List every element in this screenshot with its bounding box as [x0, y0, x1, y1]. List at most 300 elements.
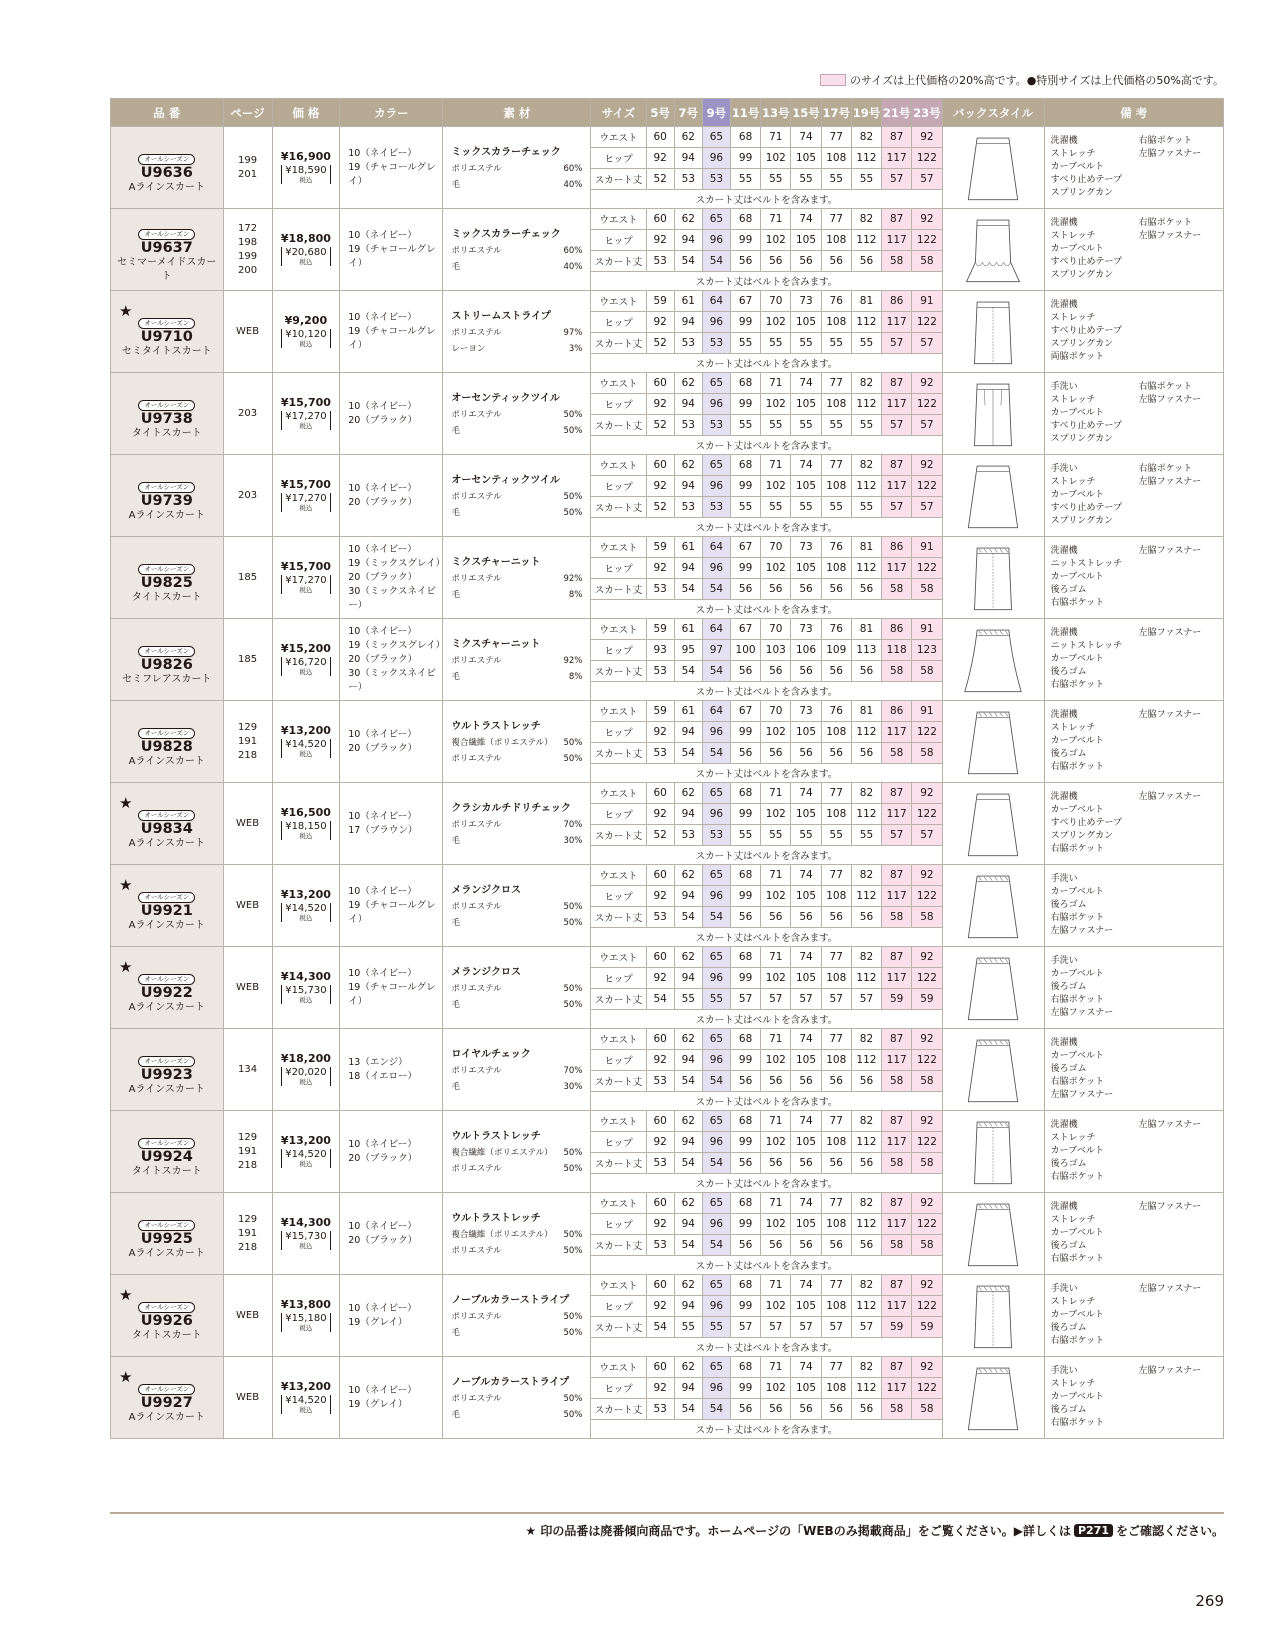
size-value: 56	[761, 1071, 791, 1092]
size-value: 77	[821, 1193, 851, 1214]
size-value: 92	[646, 1214, 674, 1235]
size-value: 117	[882, 804, 912, 825]
page-ref: WEB	[235, 325, 260, 337]
size-value: 60	[646, 1357, 674, 1378]
size-value: 52	[646, 497, 674, 518]
page-ref: 203	[237, 407, 258, 419]
material-part	[451, 1227, 582, 1243]
size-value: 86	[882, 291, 912, 312]
size-value: 81	[851, 291, 881, 312]
size-row	[111, 291, 1224, 312]
size-value: 53	[646, 1153, 674, 1174]
season-badge: オールシーズン	[138, 564, 195, 575]
tax-label: 税込	[299, 750, 313, 758]
page-ref: 201	[237, 168, 258, 180]
hinban-cell	[111, 783, 224, 865]
discontinued-star	[113, 469, 221, 481]
size-value: 105	[791, 1296, 821, 1317]
header-size-5: 5号	[646, 99, 674, 127]
size-value: 92	[912, 373, 942, 394]
remarks-grid	[1051, 463, 1217, 528]
page-ref: 198	[237, 236, 258, 248]
size-value: 57	[882, 333, 912, 354]
tax-price	[281, 821, 330, 840]
fiber-name: 毛	[451, 917, 460, 928]
hinban-cell	[111, 1111, 224, 1193]
size-value: 112	[851, 148, 881, 169]
size-value: 53	[646, 579, 674, 600]
belt-note: スカート丈はベルトを含みます。	[591, 354, 942, 373]
size-value: 56	[761, 1153, 791, 1174]
remark-item: カーブベルト	[1050, 1228, 1104, 1238]
size-value: 113	[851, 640, 881, 661]
size-value: 52	[646, 825, 674, 846]
remarks-right	[1139, 1201, 1217, 1266]
remark-item: 手洗い	[1050, 874, 1078, 884]
size-value: 56	[821, 907, 851, 928]
remark-item: 後ろゴム	[1050, 749, 1087, 759]
remark-item: 右脇ポケット	[1050, 1172, 1105, 1182]
remarks-left	[1051, 1201, 1139, 1266]
fiber-name: ポリエステル	[451, 409, 502, 420]
size-row-label: ヒップ	[591, 558, 646, 579]
retail-price: ¥13,200	[280, 1380, 331, 1393]
size-row-label: スカート丈	[591, 251, 646, 272]
size-value: 57	[912, 825, 942, 846]
remark-item: ストレッチ	[1050, 395, 1096, 405]
size-value: 56	[791, 251, 821, 272]
remarks-left	[1051, 135, 1139, 200]
season-badge: オールシーズン	[138, 646, 195, 657]
size-row-label: ウエスト	[591, 1193, 646, 1214]
size-value: 56	[761, 251, 791, 272]
fiber-percent: 50%	[563, 409, 583, 420]
tax-price-value: ¥18,150	[285, 821, 327, 832]
remarks-right	[1139, 873, 1217, 938]
size-value: 54	[646, 989, 674, 1010]
size-value: 54	[674, 743, 702, 764]
remark-item: ストレッチ	[1050, 1215, 1096, 1225]
size-value: 94	[674, 1214, 702, 1235]
size-value: 54	[702, 1399, 730, 1420]
size-value: 55	[821, 415, 851, 436]
size-value: 56	[821, 1153, 851, 1174]
remarks-right	[1139, 709, 1217, 774]
remark-item: すべり止めテープ	[1050, 326, 1122, 336]
color-option: 19（チャコールグレイ）	[348, 161, 436, 187]
belt-note: スカート丈はベルトを含みます。	[591, 1092, 942, 1111]
size-value: 105	[791, 394, 821, 415]
tax-price	[281, 493, 330, 512]
price-cell	[272, 1029, 340, 1111]
footnote-text-end: をご確認ください。	[1115, 1524, 1224, 1538]
hinban-cell	[111, 1193, 224, 1275]
hinban-cell	[111, 455, 224, 537]
size-value: 65	[702, 1357, 730, 1378]
tax-price	[281, 329, 330, 348]
size-value: 57	[912, 497, 942, 518]
fiber-percent: 30%	[563, 1081, 583, 1092]
hinban-cell	[111, 291, 224, 373]
color-option: 20（ブラック）	[348, 742, 418, 754]
size-row	[111, 127, 1224, 148]
size-value: 105	[791, 558, 821, 579]
material-part	[451, 1309, 582, 1325]
remark-item: すべり止めテープ	[1050, 421, 1122, 431]
size-value: 65	[702, 1111, 730, 1132]
remark-item: すべり止めテープ	[1050, 257, 1122, 267]
size-value: 55	[761, 169, 791, 190]
size-row-label: ウエスト	[591, 291, 646, 312]
size-row-label: スカート丈	[591, 1317, 646, 1338]
size-value: 68	[730, 1357, 760, 1378]
fiber-percent: 92%	[563, 655, 583, 666]
material-cell	[443, 947, 591, 1029]
size-value: 92	[912, 1357, 942, 1378]
product-code: U9927	[140, 1394, 193, 1411]
size-value: 122	[912, 722, 942, 743]
size-value: 58	[912, 579, 942, 600]
remark-item: 洗濯機	[1050, 1202, 1078, 1212]
page-ref: 191	[237, 735, 258, 747]
size-value: 60	[646, 455, 674, 476]
skirt-back-icon	[955, 213, 1031, 287]
size-value: 122	[912, 886, 942, 907]
discontinued-star: ★	[119, 793, 133, 812]
size-value: 53	[674, 497, 702, 518]
page-cell	[223, 209, 272, 291]
size-value: 56	[851, 1235, 881, 1256]
size-value: 96	[702, 804, 730, 825]
material-part	[451, 259, 582, 275]
size-value: 58	[882, 579, 912, 600]
color-cell	[340, 619, 446, 701]
size-row-label: ウエスト	[591, 127, 646, 148]
size-value: 56	[761, 661, 791, 682]
size-value: 65	[702, 1193, 730, 1214]
retail-price: ¥18,200	[280, 1052, 331, 1065]
size-value: 87	[882, 127, 912, 148]
size-row-label: ヒップ	[591, 312, 646, 333]
size-value: 99	[730, 1378, 760, 1399]
size-value: 112	[851, 394, 881, 415]
size-value: 92	[646, 1050, 674, 1071]
remarks-right	[1139, 381, 1217, 446]
fiber-name: 毛	[451, 425, 460, 436]
size-value: 108	[821, 1132, 851, 1153]
size-value: 56	[730, 251, 760, 272]
product-type: セミフレアスカート	[122, 673, 212, 685]
fiber-name: 毛	[451, 1081, 460, 1092]
material-part	[451, 1161, 582, 1177]
size-value: 77	[821, 373, 851, 394]
header-color: カラー	[340, 99, 443, 127]
price-cell	[272, 1357, 340, 1439]
material-cell	[443, 1111, 591, 1193]
size-value: 99	[730, 558, 760, 579]
size-price-note-text: のサイズは上代価格の20%高です。●特別サイズは上代価格の50%高です。	[850, 74, 1224, 87]
size-value: 122	[912, 148, 942, 169]
product-type: セミタイトスカート	[121, 345, 212, 357]
size-value: 74	[791, 127, 821, 148]
product-code: U9924	[140, 1148, 193, 1165]
size-row	[111, 373, 1224, 394]
size-value: 96	[702, 1378, 730, 1399]
size-value: 92	[646, 394, 674, 415]
page-ref: 185	[237, 571, 258, 583]
remark-item: 洗濯機	[1050, 1038, 1078, 1048]
size-value: 59	[646, 291, 674, 312]
remarks-cell	[1044, 127, 1223, 209]
fiber-percent: 50%	[563, 1245, 583, 1256]
back-style-cell	[942, 1029, 1044, 1111]
header-page: ページ	[223, 99, 272, 127]
size-value: 102	[761, 312, 791, 333]
remark-item: 後ろゴム	[1050, 1241, 1087, 1251]
size-value: 86	[882, 701, 912, 722]
size-value: 82	[851, 865, 881, 886]
size-value: 56	[791, 1153, 821, 1174]
size-value: 62	[674, 209, 702, 230]
product-code: U9834	[140, 820, 193, 837]
size-value: 62	[674, 1029, 702, 1050]
size-value: 59	[646, 701, 674, 722]
skirt-back-icon	[955, 1361, 1031, 1435]
size-value: 108	[821, 1050, 851, 1071]
size-value: 92	[646, 968, 674, 989]
remarks-grid	[1051, 299, 1217, 364]
size-value: 108	[821, 558, 851, 579]
remark-item: 後ろゴム	[1050, 982, 1087, 992]
material-name: クラシカルチドリチェック	[451, 802, 571, 814]
material-name: ノーブルカラーストライプ	[451, 1376, 570, 1388]
size-row	[111, 701, 1224, 722]
remark-item: 右脇ポケット	[1050, 1254, 1105, 1264]
back-style-cell	[942, 783, 1044, 865]
back-style-cell	[942, 701, 1044, 783]
season-badge: オールシーズン	[138, 229, 195, 240]
remarks-grid	[1051, 709, 1217, 774]
size-value: 54	[674, 579, 702, 600]
page-ref: 129	[237, 1131, 258, 1143]
size-value: 71	[761, 1193, 791, 1214]
size-value: 77	[821, 127, 851, 148]
size-row-label: スカート丈	[591, 579, 646, 600]
season-badge: オールシーズン	[138, 400, 195, 411]
size-value: 96	[702, 476, 730, 497]
size-value: 92	[646, 312, 674, 333]
skirt-size-table	[110, 98, 1224, 1439]
size-value: 56	[821, 743, 851, 764]
retail-price: ¥16,500	[280, 806, 331, 819]
material-name: ウルトラストレッチ	[451, 1130, 541, 1142]
remark-item: 左脇ファスナー	[1138, 628, 1202, 638]
size-value: 68	[730, 127, 760, 148]
size-value: 57	[761, 989, 791, 1010]
season-badge: オールシーズン	[138, 154, 195, 165]
fiber-name: ポリエステル	[451, 1163, 502, 1174]
page-ref-tag[interactable]: P271	[1074, 1524, 1113, 1537]
material-part	[451, 669, 582, 685]
size-value: 82	[851, 1275, 881, 1296]
remark-item: 右脇ポケット	[1050, 995, 1105, 1005]
size-value: 56	[791, 743, 821, 764]
header-size-7: 7号	[674, 99, 702, 127]
size-value: 92	[646, 230, 674, 251]
size-value: 74	[791, 209, 821, 230]
belt-note: スカート丈はベルトを含みます。	[591, 1338, 942, 1357]
remark-item: 右脇ポケット	[1138, 464, 1193, 474]
header-size-9: 9号	[702, 99, 730, 127]
fiber-percent: 50%	[563, 1327, 583, 1338]
price-cell	[272, 209, 340, 291]
remark-item: カーブベルト	[1050, 969, 1104, 979]
color-option: 10（ネイビー）	[348, 728, 417, 740]
remark-item: カーブベルト	[1050, 162, 1104, 172]
material-part	[451, 423, 582, 439]
back-style-cell	[942, 1357, 1044, 1439]
back-style-cell	[942, 1111, 1044, 1193]
fiber-name: 毛	[451, 1409, 460, 1420]
header-remarks: 備 考	[1044, 99, 1223, 127]
size-value: 92	[912, 865, 942, 886]
size-row-label: ウエスト	[591, 1111, 646, 1132]
size-value: 92	[646, 148, 674, 169]
page-ref: 191	[237, 1227, 258, 1239]
size-value: 58	[912, 743, 942, 764]
remark-item: すべり止めテープ	[1050, 818, 1122, 828]
product-type: Aラインスカート	[128, 837, 205, 849]
size-value: 61	[674, 701, 702, 722]
product-type: Aラインスカート	[128, 1083, 205, 1095]
fiber-percent: 50%	[563, 1311, 583, 1322]
tax-price	[281, 411, 330, 430]
remarks-cell	[1044, 537, 1223, 619]
size-value: 55	[730, 825, 760, 846]
size-value: 102	[761, 476, 791, 497]
back-style-cell	[942, 865, 1044, 947]
belt-note: スカート丈はベルトを含みます。	[591, 1420, 942, 1439]
tax-price-value: ¥14,520	[285, 903, 327, 914]
size-value: 62	[674, 127, 702, 148]
page-ref: WEB	[235, 1391, 260, 1403]
remark-item: 左脇ファスナー	[1138, 395, 1202, 405]
size-value: 96	[702, 1132, 730, 1153]
size-value: 56	[821, 661, 851, 682]
size-value: 56	[821, 251, 851, 272]
product-type: Aラインスカート	[128, 1247, 205, 1259]
size-value: 105	[791, 1378, 821, 1399]
size-value: 87	[882, 1357, 912, 1378]
size-value: 108	[821, 804, 851, 825]
size-value: 57	[851, 1317, 881, 1338]
material-part	[451, 1079, 582, 1095]
tax-price-value: ¥17,270	[285, 493, 327, 504]
back-style-cell	[942, 127, 1044, 209]
skirt-back-icon	[955, 705, 1031, 779]
fiber-percent: 30%	[563, 835, 583, 846]
size-value: 67	[730, 619, 760, 640]
size-value: 82	[851, 947, 881, 968]
color-option: 20（ブラック）	[348, 1152, 418, 1164]
discontinued-star	[113, 551, 221, 563]
size-value: 122	[912, 1296, 942, 1317]
remark-item: 左脇ファスナー	[1138, 792, 1202, 802]
fiber-percent: 50%	[563, 1229, 583, 1240]
color-option: 10（ネイビー）	[348, 229, 417, 241]
discontinued-star	[113, 1043, 221, 1055]
size-value: 58	[882, 1235, 912, 1256]
material-name: ウルトラストレッチ	[451, 720, 541, 732]
size-value: 55	[730, 497, 760, 518]
tax-price-value: ¥20,020	[285, 1067, 327, 1078]
remark-item: 手洗い	[1050, 956, 1078, 966]
product-code: U9925	[140, 1230, 193, 1247]
size-value: 92	[646, 558, 674, 579]
size-value: 102	[761, 722, 791, 743]
material-part	[451, 571, 582, 587]
size-value: 102	[761, 886, 791, 907]
size-value: 105	[791, 722, 821, 743]
material-part	[451, 587, 582, 603]
size-value: 71	[761, 209, 791, 230]
page-cell	[223, 373, 272, 455]
size-value: 56	[821, 579, 851, 600]
size-value: 52	[646, 333, 674, 354]
size-value: 56	[821, 1071, 851, 1092]
size-value: 77	[821, 1275, 851, 1296]
tax-price-value: ¥14,520	[285, 739, 327, 750]
size-value: 57	[730, 1317, 760, 1338]
size-value: 105	[791, 886, 821, 907]
material-cell	[443, 127, 591, 209]
size-value: 92	[646, 476, 674, 497]
size-value: 65	[702, 455, 730, 476]
size-value: 99	[730, 230, 760, 251]
size-value: 117	[882, 722, 912, 743]
size-value: 108	[821, 1214, 851, 1235]
size-row-label: ウエスト	[591, 783, 646, 804]
remarks-left	[1051, 1283, 1139, 1348]
remark-item: ストレッチ	[1050, 149, 1096, 159]
tax-label: 税込	[299, 176, 313, 184]
page-ref: 203	[237, 489, 258, 501]
size-value: 56	[851, 661, 881, 682]
color-option: 10（ネイビー）	[348, 1302, 417, 1314]
material-part	[451, 489, 582, 505]
fiber-name: ポリエステル	[451, 1065, 502, 1076]
size-value: 86	[882, 619, 912, 640]
size-value: 60	[646, 1111, 674, 1132]
retail-price: ¥15,700	[280, 478, 331, 491]
remark-item: 後ろゴム	[1050, 585, 1087, 595]
size-value: 56	[761, 1235, 791, 1256]
remark-item: 右脇ポケット	[1050, 844, 1105, 854]
size-value: 58	[912, 251, 942, 272]
product-code: U9739	[140, 492, 193, 509]
tax-label: 税込	[299, 422, 313, 430]
material-part	[451, 833, 582, 849]
size-value: 87	[882, 865, 912, 886]
remark-item: 両脇ポケット	[1050, 352, 1105, 362]
size-value: 76	[821, 701, 851, 722]
fiber-percent: 40%	[563, 261, 583, 272]
belt-note: スカート丈はベルトを含みます。	[591, 764, 942, 783]
material-cell	[443, 865, 591, 947]
size-row-label: ウエスト	[591, 455, 646, 476]
size-value: 58	[882, 743, 912, 764]
size-value: 94	[674, 1132, 702, 1153]
